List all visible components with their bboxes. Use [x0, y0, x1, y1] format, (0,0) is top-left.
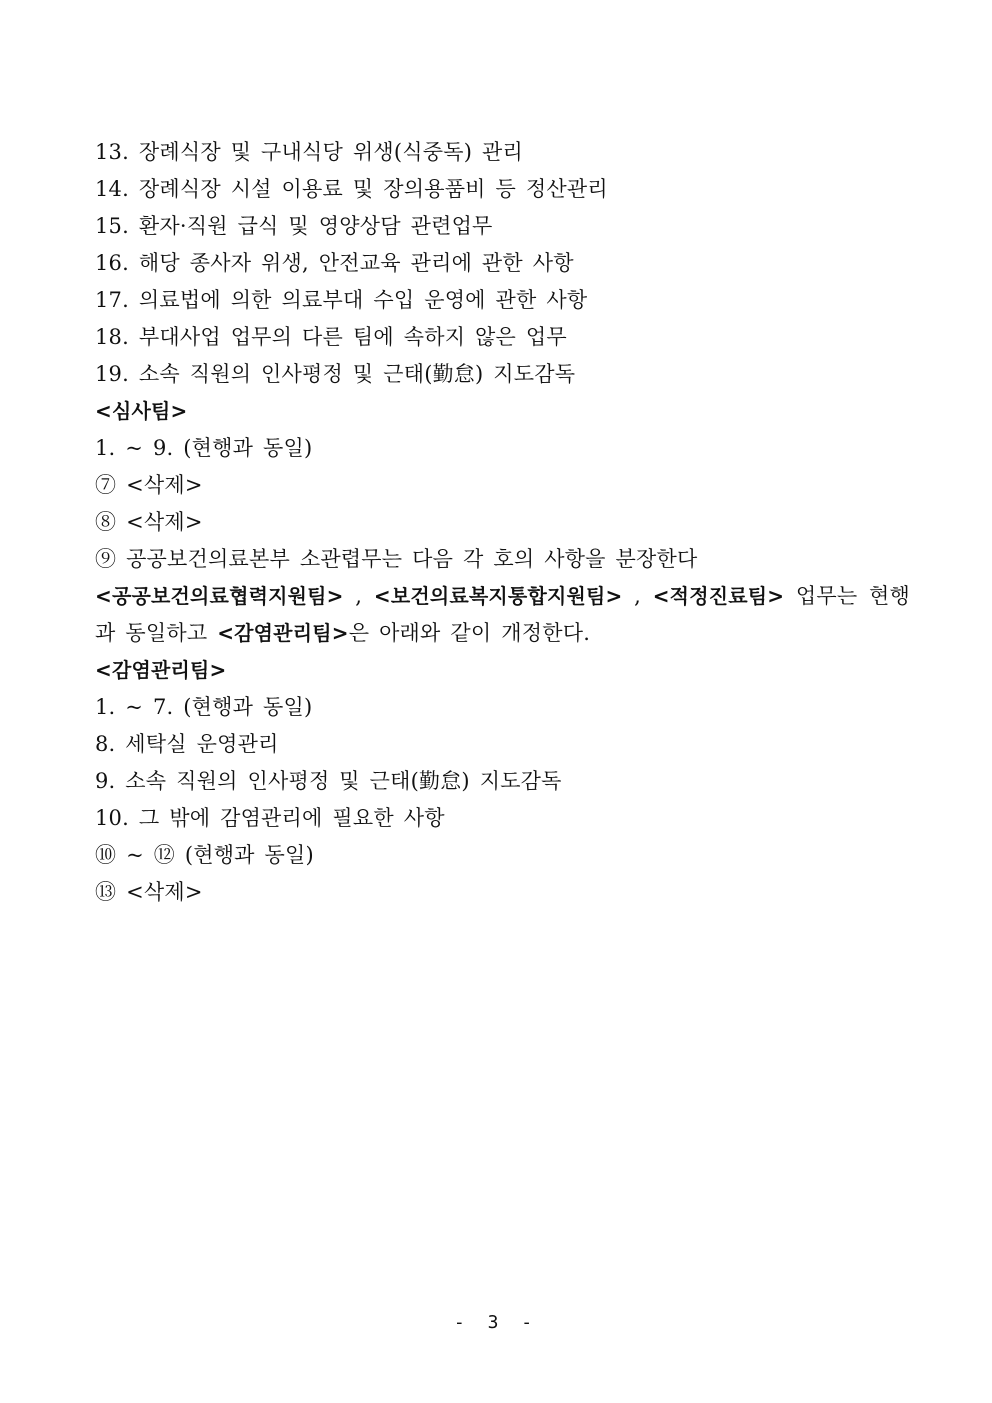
list-item: 17. 의료법에 의한 의료부대 수입 운영에 관한 사항: [95, 288, 588, 312]
list-item: 14. 장례식장 시설 이용료 및 장의용품비 등 정산관리: [95, 177, 608, 201]
team-name: <공공보건의료협력지원팀>: [95, 584, 344, 608]
team-name: <보건의료복지통합지원팀>: [373, 584, 623, 608]
paragraph-text: 은 아래와 같이 개정한다.: [348, 621, 591, 645]
page-number: - 3 -: [453, 1312, 539, 1333]
section-heading-simsa: <심사팀>: [95, 399, 188, 423]
team-name: <적정진료팀>: [652, 584, 785, 608]
amendment-paragraph: [95, 578, 910, 652]
document-body: [95, 134, 910, 911]
list-item: 16. 해당 종사자 위생, 안전교육 관리에 관한 사항: [95, 251, 574, 275]
list-item: ⑧ <삭제>: [95, 510, 203, 534]
list-item: 10. 그 밖에 감염관리에 필요한 사항: [95, 806, 445, 830]
list-item: 15. 환자·직원 급식 및 영양상담 관련업무: [95, 214, 493, 238]
list-item: 9. 소속 직원의 인사평정 및 근태(勤怠) 지도감독: [95, 769, 562, 793]
list-item: ⑦ <삭제>: [95, 473, 203, 497]
separator: ,: [622, 584, 653, 608]
list-item: 1. ~ 7. (현행과 동일): [95, 695, 313, 719]
list-item: ⑨ 공공보건의료본부 소관렵무는 다음 각 호의 사항을 분장한다: [95, 547, 698, 571]
paragraph-text: 업무는 현행과 동일하고: [95, 584, 910, 645]
list-item: 19. 소속 직원의 인사평정 및 근태(勤怠) 지도감독: [95, 362, 576, 386]
list-item: 1. ~ 9. (현행과 동일): [95, 436, 313, 460]
list-item: ⑬ <삭제>: [95, 880, 203, 904]
list-item: 18. 부대사업 업무의 다른 팀에 속하지 않은 업무: [95, 325, 567, 349]
list-item: 13. 장례식장 및 구내식당 위생(식중독) 관리: [95, 140, 523, 164]
list-item: ⑩ ~ ⑫ (현행과 동일): [95, 843, 314, 867]
team-name: <감염관리팀>: [217, 621, 349, 645]
list-item: 8. 세탁실 운영관리: [95, 732, 279, 756]
separator: ,: [343, 584, 374, 608]
section-heading-infection: <감염관리팀>: [95, 658, 227, 682]
